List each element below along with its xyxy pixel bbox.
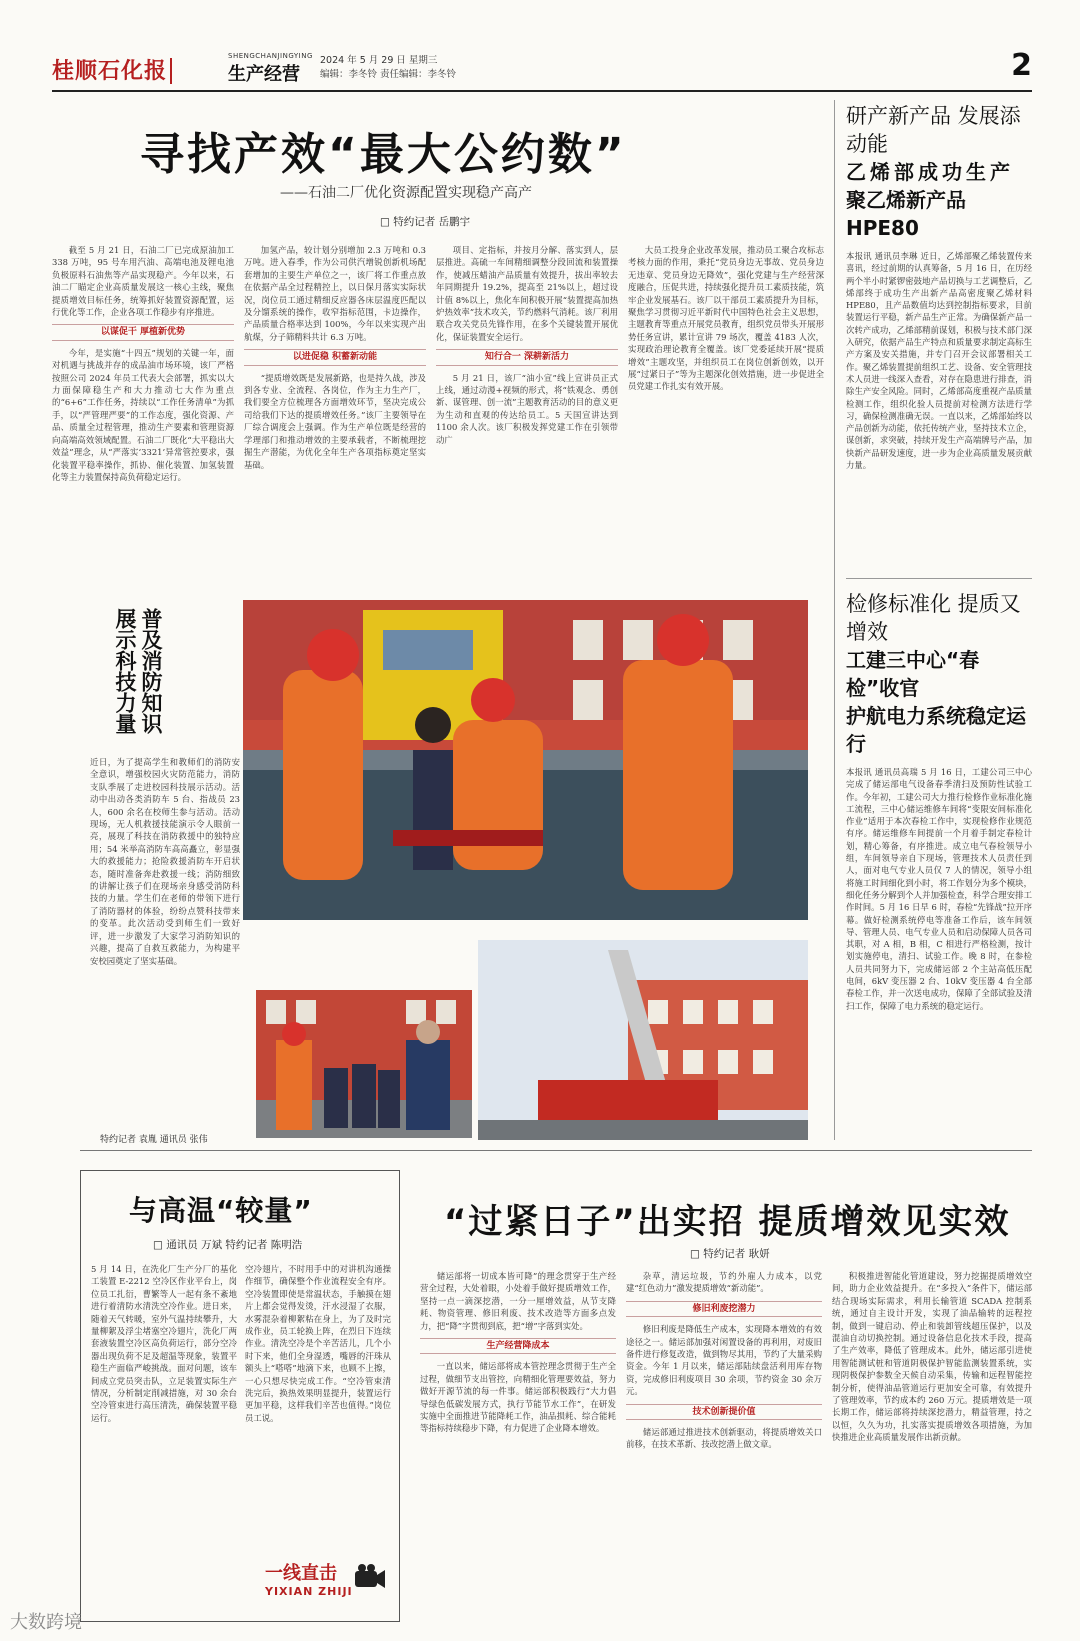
bottom-article-paragraph: 修旧利废是降低生产成本，实现降本增效的有效途径之一。储运部加强对闲置设备的再利用，对废旧备件进行修复改造，做到物尽其用，节约了大量采购资金。今年 1 月以来，储运部陆续盘活利用库存物资，完成修旧利废项目 30 余项，节约资金 30 余万元。	[626, 1324, 822, 1397]
bottom-article-byline: □ 特约记者 耿妍	[690, 1248, 770, 1260]
side-article-headline: 工建三中心“春检”收官	[846, 648, 980, 700]
column-logo-pinyin: YIXIAN ZHIJI	[265, 1585, 353, 1598]
box-article-column-1: 5 月 14 日，在洗化厂生产分厂的基化工装置 E-2212 空冷区作业平台上，岗位员工扎衍，曹繁等人一起有条不紊地进行着清防水清洗空冷作业。进日来，随着天气转暖，室外气温持续攀升，大量柳絮及浮尘堵塞空冷翅片，洗化厂两套液装置空冷区高负荷运行，部分空冷器出现负荷不足及超温等现象，装置平稳生产面临严峻挑战。面对问题，该车间成立党员突击队，立足装置实际生产情况，分析制定削减措施，对 30 余台空冷管束进行高压清洗，确保装置平稳运行。	[91, 1264, 237, 1423]
side-article-divider	[846, 578, 1032, 579]
header-rule	[52, 90, 1032, 92]
box-article-heat	[80, 1170, 400, 1622]
lead-subheadline: ——石油二厂优化资源配置实现稳产高产	[280, 185, 532, 201]
lead-column-3	[436, 244, 618, 566]
photo-feature-title-line: 普及消防知识	[139, 608, 163, 734]
page-number: 2	[1011, 48, 1032, 83]
section-name: 生产经营	[228, 64, 300, 85]
video-camera-icon	[353, 1563, 387, 1593]
masthead-divider	[170, 58, 172, 84]
box-article-headline: 与高温“较量”	[129, 1194, 313, 1227]
side-article-kicker: 检修标准化 提质又增效	[846, 592, 1021, 644]
lead-byline: □ 特约记者 岳鹏宇	[380, 216, 471, 228]
column-logo-title: 一线直击	[265, 1563, 337, 1584]
bottom-article-paragraph: 杂草，清运垃圾，节约外雇人力成本，以党建“红色动力”激发提质增效“新动能”。	[626, 1271, 822, 1294]
section-divider	[80, 1150, 1032, 1151]
side-article-body: 本报讯 通讯员李琳 近日，乙烯部聚乙烯装置传来喜讯，经过前期的认真筹备，5 月 16 日，在历经两个半小时紧锣密鼓地产品切换与工艺调整后，乙烯部终于成功生产出新产品高密度聚乙烯材料 HPE80，且产品数值均达到控制指标要求，目前装置运行平稳，新产品生产正常。为确保新产品一次转产成功，乙烯部精前谋划，积极与技术部门深入研究，依据产品生产特点和质量要求制定高标生产方案及安关措施，并专门召开会议部署相关工作。聚乙烯装置提前组织工艺、设备、安全管理技术人员进一线深入查看，对存在隐患进行排查，消除生产安全风险。同时，乙烯部高度重视产品质量检测工作，组织化验人员提前对检测方法进行学习，确保检测准确无误。一直以来，乙烯部始终以产品创新为动能，依托传统产业，坚持技术立企，谋创新，求突破，持续开发生产高端牌号产品，加快新产品研发速度，进一步为企业高质量发展贡献力量。	[846, 251, 1032, 471]
photo-aerial-ladder-truck	[478, 940, 808, 1140]
side-article-headline-2: 护航电力系统稳定运行	[846, 704, 1026, 756]
photo-feature-title	[112, 608, 164, 734]
bottom-article-section-heading: 修旧利废挖潜力	[626, 1301, 822, 1317]
editor-line: 编辑：李冬铃 责任编辑：李冬铃	[320, 69, 457, 80]
section-pinyin: SHENGCHANJINGYING	[228, 52, 313, 60]
photo-feature-byline: 特约记者 袁胤 通讯员 张伟	[100, 1135, 208, 1145]
box-article-byline: □ 通讯员 万斌 特约记者 陈明浩	[153, 1239, 303, 1251]
bottom-article-column-3	[832, 1270, 1032, 1622]
issue-date: 2024 年 5 月 29 日 星期三	[320, 55, 438, 66]
lead-section-heading: 以谋促干 厚植新优势	[52, 324, 234, 340]
side-article-kicker: 研产新产品 发展添动能	[846, 104, 1021, 156]
box-article-column-2: 空冷翅片，不时用手中的对讲机沟通操作细节，确保整个作业流程安全有序。空冷装置即使是常温状态，手触摸在翅片上都会觉得发烫，汗水浸湿了衣服，水雾混杂着柳絮粘在身上，为了及时完成作业，员工轮换上阵，在烈日下连续作业。清洗空冷是个辛苦活儿，几个小时下来，他们全身湿透，嘴唇的汗珠从额头上“嗒嗒”地滴下来，也顾不上擦，一心只想尽快完成工作。“空冷管束清洗完后，换热效果明显提升，装置运行更加平稳，这样我们辛苦也值得。”岗位员工说。	[245, 1264, 391, 1423]
photo-feature-body: 近日，为了提高学生和教师们的消防安全意识，增强校园火灾防范能力，消防支队季展了走进校园科技展示活动。活动中出动各类消防车 5 台、指战员 23 人，600 余名在校师生参与活动。活动现场，无人机救援技能演示令人眼前一亮，展现了科技在消防救援中的独特应用；54 米举高消防车高高矗立，彰显强大的救援能力；抢险救援消防车开启状态，随时准备奔赴救援一线；消防细致的讲解让孩子们在现场亲身感受消防科技的力量。学生们在老师的带领下进行了消防器材的体验，纷纷点赞科技带来的变革。此次活动受到师生们一致好评，进一步激发了大家学习消防知识的兴趣，提高了自救互救能力，为构建平安校园奠定了坚实基础。	[90, 757, 240, 966]
lead-paragraph: 加氢产品，较计划分别增加 2.3 万吨和 0.3 万吨。进入春季，作为公司供汽增锐创新机场配套增加的主要生产单位之一，该厂将工作重点放在依据产品全过程精控上，以日保月落实实际状况，岗位员工通过精细反应器各床层温度匹配以及分馏系统的操作，收窄指标范围，卡边操作，产品质量合格率达到 100%，今年以来实现产出航煤，分子筛精料共计 6.3 万吨。	[244, 245, 426, 342]
lead-paragraph: 截至 5 月 21 日，石油二厂已完成原油加工 338 万吨，95 号车用汽油、高端电池及锂电池负极原料石油焦等产品实现稳产。今年以来，石油二厂瞄定企业高质量发展这一核心主线，聚焦提质增效目标任务，统筹抓好装置资源配置，运行优化等工作，企业各项工作稳步有序推进。	[52, 245, 234, 318]
lead-paragraph: 大员工投身企业改革发展，推动员工聚合攻标志考核力面的作用，秉托“党员身边无事故、党员身边无违章、党员身边无降效”，强化党建与生产经营深度融合，压促共进，持续强化提升员工素质技能，筑牢企业发展基石。该厂以干部员工素质提升为目标，聚焦学习贯彻习近平新时代中国特色社会主义思想，主题教育等重点开展党员教育，组织党员带头开展形势任务宣讲，累计宣讲 79 场次，覆盖 4183 人次，实现政治理论教育全覆盖。该厂党委延续开展“提质增效”主题攻坚，并组织员工在岗位创新创效，以开展“过紧日子”等为主题深化创效措施，进一步促进全员党建工作扎实有效开展。	[628, 245, 824, 392]
column-logo-yixian-zhiji	[261, 1555, 391, 1611]
lead-column-2	[244, 244, 426, 566]
masthead	[52, 48, 1032, 86]
lead-paragraph: 今年，是实施“十四五”规划的关键一年，面对机遇与挑战并存的成品油市场环境，该厂严格按照公司 2024 年员工代表大会部署，抓实以大力面保障稳生产和大力推动七大作为重点的“6+6”工作任务，持续以“工作任务清单”为抓手，以“严管理严要”的工作态度，强化资源、产品、质量全过程管理，推动生产要素和管理资源向高端高效领域配置。石油二厂既化“大平稳出大效益”理念，从“严落实‘3321’异常管控要求，强化装置平稳率操作，抓协、催化装置、加氢装置化等主力装置保持高负荷稳定运行。	[52, 347, 234, 482]
lead-paragraph: 项目、定指标，并按月分解、落实到人，层层推进。高硫一车间精细调整分段回流和装置操作，使减压蜡油产品质量有效提升，拔出率较去年同期提升 19.2%，提高至 21%以上，超过设计值 8%以上，焦化车间积极开展“装置提高加热炉热效率”技术攻关，节约燃料气消耗。该厂利用联合攻关党员先锋作用，在多个关键装置开展优化，保证装置安全运行。	[436, 245, 618, 342]
newspaper-logo: 桂顺石化报	[52, 58, 168, 84]
watermark: 大数跨境	[10, 1612, 82, 1633]
bottom-article-paragraph: 储运部通过推进技术创新驱动，将提质增效关口前移，在技术革新、技改挖潜上做文章。	[626, 1427, 822, 1450]
photo-firefighters-with-students	[256, 990, 472, 1138]
side-article-headline-2: 聚乙烯新产品 HPE80	[846, 188, 966, 240]
bottom-article-column-2	[626, 1270, 822, 1622]
lead-column-1	[52, 244, 234, 566]
bottom-article-section-heading: 技术创新提价值	[626, 1404, 822, 1420]
side-article-headline: 乙烯部成功生产	[846, 160, 1014, 184]
bottom-article-paragraph: 积极推进智能化管道建设，努力挖掘提质增效空间，助力企业效益提升。在“多投入”条件下，储运部结合现场实际需求，利用长输管道 SCADA 控制系统，通过自主设计开发，实现了油品输转的远程控制，做到一键启动、停止和装卸管线超压保护，以及混油自动切换控制。通过设备信息化技术手段，提高了生产效率，降低了管理成本。此外，储运部引进使用智能测试桩和管道阴极保护智能监测装置系统，实现阴极保护参数全天候自动采集，传输和远程智能控制分析，使得油品管道运行更加安全可靠，有效提升了管理效率，节约成本约 260 万元。提质增效是一项长期工作，储运部将持续深挖潜力，精益管理，持之以恒，久久为功，扎实落实提质增效各项措施，为加快推进企业高质量发展作出新贡献。	[832, 1271, 1032, 1443]
bottom-article-paragraph: 一直以来，储运部将成本管控理念贯彻于生产全过程，做细节支出管控，向精细化管理要效益，努力做好开源节流的每一件事。储运部积极践行“大力倡导绿色低碳发展方式，执行节能节水工作”，在研发实施中全面推进节能降耗工作，油品损耗、综合能耗等指标持续稳步下降，有力促进了企业降本增效。	[420, 1361, 616, 1434]
lead-paragraph: “提质增效既是发展新路，也是持久战，涉及到各专业、全流程、各岗位，作为主力生产厂，我们要全方位梳理各方面增效环节，坚决完成公司给我们下达的提质增效任务。”该厂主要领导在厂综合调度会上强调。作为生产单位既是经营的学理部门和推动增效的主要承载者，不断梳理挖掘生产潜能，为优化全年生产各项指标奠定坚实基础。	[244, 372, 426, 470]
lead-section-heading: 知行合一 深耕新活力	[436, 349, 618, 365]
photo-firefighters-demo	[243, 600, 808, 920]
lead-section-heading: 以进促稳 积蓄新动能	[244, 349, 426, 365]
issue-meta	[320, 54, 456, 82]
side-article-new-product	[846, 102, 1032, 628]
photo-feature-title-line: 展示科技力量	[113, 608, 137, 734]
bottom-article-section-heading: 生产经营降成本	[420, 1338, 616, 1354]
lead-headline: 寻找产效“最大公约数”	[140, 129, 627, 180]
bottom-article-column-1	[420, 1270, 616, 1622]
bottom-article-paragraph: 储运部将一切成本皆可降”的理念贯穿于生产经营全过程，大处着眼，小处着手做好提质增效工作，坚持一点一滴深挖潜，一分一厘增效益，从节支降耗、物资管理、修旧利废、技术改造等方面多点发力，把“降”字贯彻到底，把“增”字落到实处。	[420, 1271, 616, 1331]
bottom-article-headline: “过紧日子”出实招 提质增效见实效	[444, 1202, 1011, 1242]
lead-column-4	[628, 244, 824, 566]
lead-paragraph: 5 月 21 日，该厂“油小宣”线上宣讲员正式上线，通过动漫+视频的形式，将“铁观念、勇创新、谋管理、创一流”主题教育活动的目的意义更为生动和直观的传达给员工。5 天国宣讲达到 1100 余人次。该厂积极发挥党建工作在引领带动广	[436, 372, 618, 445]
side-article-body: 本报讯 通讯员高瑞 5 月 16 日，工建公司三中心完成了储运部电气设备春季清扫及预防性试验工作。今年初，工建公司大力推行检修作业标准化施工流程，三中心储运维修车间将“变限安间标准化作业”适用于本次春检工作中，实现检修作业规范有序。储运维修车间提前一个月着手制定春检计划，精心筹备，有序推进。成立电气春检领导小组，车间领导亲自下现场，管理技术人员责任到人，面对电气专业人员仅 7 人的情况，领导小组将施工时间细化到小时，将工作划分为多个模块，细化任务分解到个人并加强检查，科学合理安排工作时间。5 月 16 日早 6 时，春检“先锋战”拉开序幕。做好检测系统停电等准备工作后，该车间领导、管理人员、电气专业人员和启动保障人员各司其职，对 A 相，B 相，C 相进行严格检测，按计划实施停电，清扫、试验工作。晚 8 时，在参检人员共同努力下，完成储运部 2 个主站高低压配电间，6kV 变压器 2 台、10kV 变压器 4 台全部春检工作，并一次送电成功，保障了全部试验及清扫工作，保障了电力系统的稳定运行。	[846, 767, 1032, 1011]
column-divider	[834, 100, 835, 1140]
side-article-spring-inspection	[846, 590, 1032, 1216]
